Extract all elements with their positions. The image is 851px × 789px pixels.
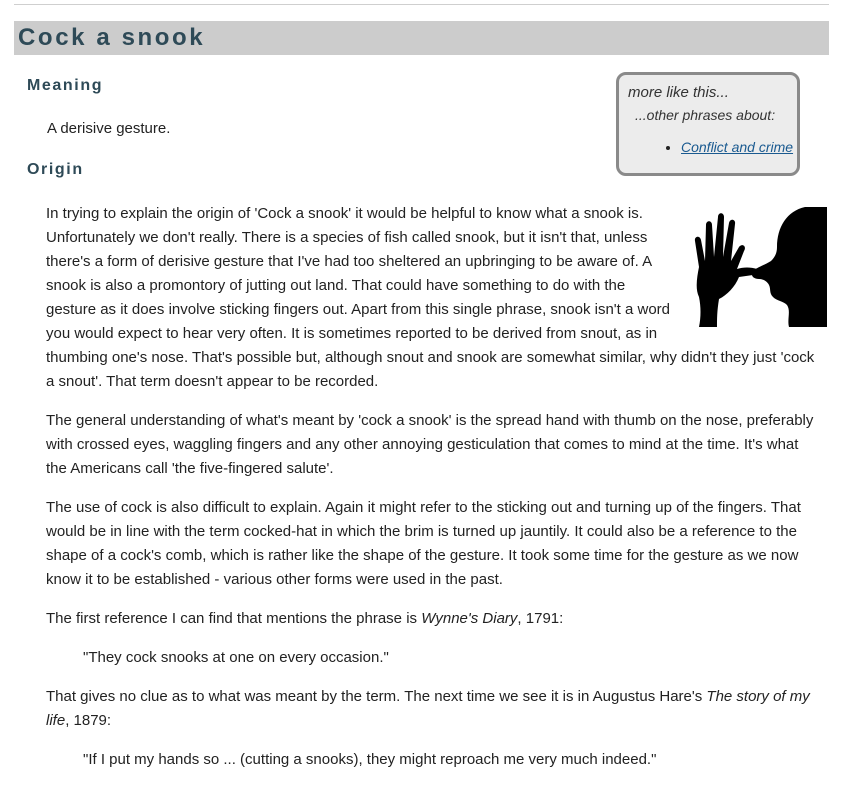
title-bar bbox=[14, 21, 829, 55]
snook-silhouette-icon bbox=[687, 207, 827, 327]
other-phrases-label: ...other phrases about: bbox=[635, 107, 776, 123]
source-title: The story of my life bbox=[46, 688, 810, 729]
origin-paragraph-5 bbox=[46, 685, 823, 733]
topic-list bbox=[663, 139, 793, 155]
meaning-text: A derisive gesture. bbox=[47, 120, 171, 137]
origin-content bbox=[46, 202, 823, 787]
page-title: Cock a snook bbox=[18, 24, 206, 51]
top-divider bbox=[14, 4, 829, 5]
origin-paragraph-1: In trying to explain the origin of 'Cock a snook' it would be helpful to know what a snook is. Unfortunately we don't really. There is a species of fish called snook, but it isn't that, unless there's a form of derisive gesture that I've had too sheltered an upbringing to be aware of. A snook is also a promontory of jutting out land. That could have something to do with the gesture as it does involve sticking fingers out. Apart from this single phrase, snook isn't a word you would expect to hear very often. It is sometimes reported to be derived from snout, as in thumbing one's nose. That's possible but, although snout and snook are somewhat similar, why didn't they just 'cock a snout'. That term doesn't appear to be recorded. bbox=[46, 205, 815, 390]
origin-heading: Origin bbox=[27, 161, 84, 178]
origin-paragraph-2: The general understanding of what's meant by 'cock a snook' is the spread hand with thumb on the nose, preferably with crossed eyes, waggling fingers and any other annoying gesticulation that comes to mind at the time. It's what the Americans call 'the five-fingered salute'. bbox=[46, 412, 814, 477]
more-like-this-box bbox=[616, 72, 800, 176]
paragraph-text: , 1879: bbox=[65, 712, 112, 729]
origin-paragraph-3: The use of cock is also difficult to explain. Again it might refer to the sticking out and turning up of the fingers. That would be in line with the term cocked-hat in which the brim is turned up jauntily. It could also be a reference to the shape of a cock's comb, which is rather like the shape of the gesture. It took some time for the gesture as we now know it to be established - various other forms were used in the past. bbox=[46, 499, 801, 588]
paragraph-text: , 1791: bbox=[517, 610, 564, 627]
paragraph-text: That gives no clue as to what was meant by the term. The next time we see it is in Augustus Hare's bbox=[46, 688, 707, 705]
quotation-2: "If I put my hands so ... (cutting a snooks), they might reproach me very much indeed." bbox=[83, 751, 657, 768]
more-like-this-label: more like this... bbox=[628, 84, 729, 101]
origin-paragraph-4 bbox=[46, 607, 823, 631]
paragraph-text: The first reference I can find that mentions the phrase is bbox=[46, 610, 422, 627]
quotation-1: "They cock snooks at one on every occasion." bbox=[83, 649, 389, 666]
meaning-heading: Meaning bbox=[27, 77, 104, 94]
snook-gesture-image bbox=[687, 207, 827, 327]
source-title: Wynne's Diary bbox=[421, 610, 518, 627]
list-item bbox=[681, 139, 793, 155]
topic-link-conflict-and-crime[interactable]: Conflict and crime bbox=[681, 139, 794, 155]
